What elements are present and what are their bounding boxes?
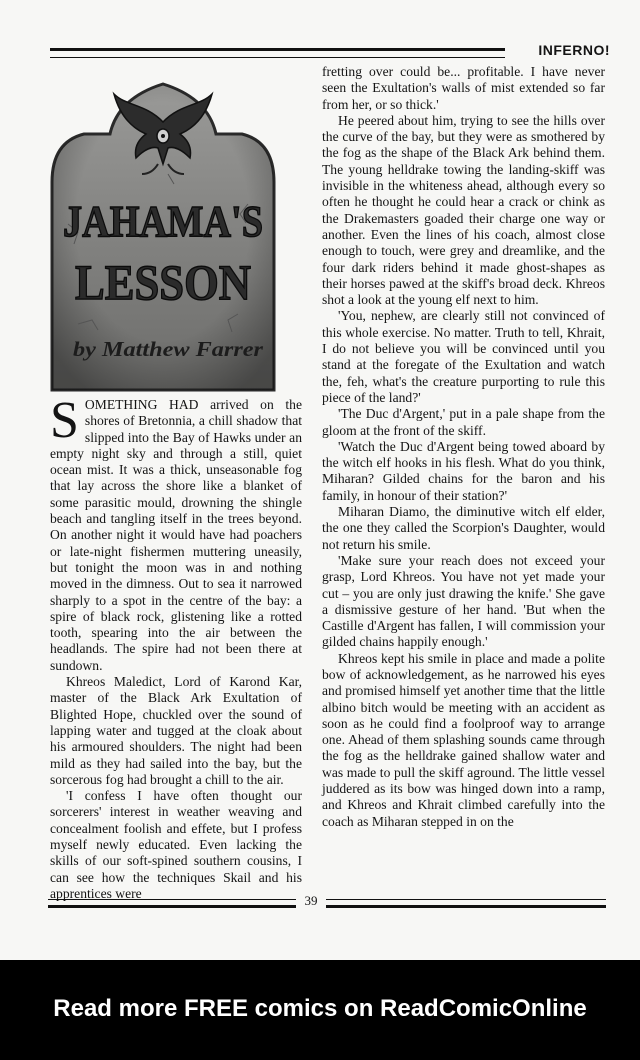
page-number: 39	[304, 893, 318, 908]
drop-cap: S	[50, 392, 79, 449]
paragraph: Miharan Diamo, the diminutive witch elf elder, the one they called the Scorpion's Daughter, would not return his smile.	[322, 504, 605, 552]
paragraph: 'Make sure your reach does not exceed your grasp, Lord Khreos. You have not yet made your cut – you are only just drawing the knife.' She gave a dismissive gesture of her hand. 'But when the Castille d'Argent has fallen, I will commission your gilded chains happily enough.'	[322, 552, 605, 650]
paragraph: 'You, nephew, are clearly still not convinced of this whole exercise. No matter. Truth to tell, Khrait, I do not believe you will be convinced until you stand at the foregate of the Exultation and watch the, feh, what's the creature purporting to rule this piece of the land?'	[322, 308, 605, 405]
promo-banner-text[interactable]: Read more FREE comics on ReadComicOnline	[53, 995, 587, 1022]
story-title-line-1: JAHAMA'S	[63, 197, 263, 246]
promo-banner[interactable]	[0, 960, 640, 1060]
paragraph: Khreos Maledict, Lord of Karond Kar, master of the Black Ark Exultation of Blighted Hope, chuckled over the sound of lapping water and tugged at the cloak about his armoured shoulders. The night had been mild as they had sailed into the bay, but the sorcerous fog had brought a chill to the air.	[50, 674, 302, 787]
story-title-line-2: LESSON	[75, 254, 251, 310]
paragraph: 'Watch the Duc d'Argent being towed aboard by the witch elf hooks in his flesh. What do you think, Miharan? Gilded chains for the baron and his family, in honour of their station?'	[322, 438, 605, 503]
paragraph: He peered about him, trying to see the hills over the curve of the bay, but they were as smothered by the fog as the shape of the Black Ark behind them. The young helldrake towing the landing-skiff was invisible in the whiteness ahead, although every so often he thought he could hear a crack or chink as the Drakemasters goaded their charge one way or another. Even the lines of his coach, almost close enough to touch, were grey and dreamlike, and the four dark riders behind it made ghost-shapes as their horses pawed at the skiff's broad deck. Khreos shot a look at the young elf next to him.	[322, 112, 605, 308]
running-head: INFERNO!	[538, 42, 610, 58]
right-text-column	[322, 64, 605, 830]
opening-paragraph: SOMETHING HAD arrived on the shores of Bretonnia, a chill shadow that slipped into the Bay of Hawks under an empty night sky and through a still, quiet ocean mist. It was a thick, unseasonable fog that lay across the shore like a blanket of some parasitic mould, drowning the shingle beach and tangling itself in the trees beyond. On another night it would have had poachers or late-night fishermen muttering uneasily, but tonight the moon was in and nothing moved in the dimness. Out to sea it narrowed sharply to a spot in the centre of the bay: a spire of black rock, glistening like a rotted tooth, spearing into the air between the headlands. The spire had not been there at sundown.	[50, 392, 302, 673]
footer-rule-right	[326, 899, 606, 908]
header-rule	[50, 48, 505, 58]
paragraph: 'I confess I have often thought our sorcerers' interest in weather weaving and concealment foolish and effete, but I profess myself newly educated. Even lacking the skills of our soft-spined southern cousins, I can see how the techniques Skail and his apprentices were	[50, 788, 302, 901]
author-byline: by Matthew Farrer	[73, 337, 264, 361]
left-text-column	[50, 392, 302, 902]
footer-rule-left	[48, 899, 296, 908]
paragraph: Khreos kept his smile in place and made a polite bow of acknowledgement, as he narrowed his eyes and promised himself yet another time that the little albino bitch would be meeting with an accident as soon as he could find a foolproof way to arrange one. Ahead of them splashing sounds came through the fog as the helldrake gained shallow water and was made to pull the skiff aground. The little vessel juddered as its bow was hinged down into a ramp, and Khreos and Khrait climbed carefully into the coach as Miharan stepped in on the	[322, 650, 605, 829]
paragraph: fretting over could be... profitable. I have never seen the Exultation's walls of mist extended so far from her, or so thick.'	[322, 64, 605, 112]
title-tombstone-art	[48, 64, 278, 394]
paragraph: 'The Duc d'Argent,' put in a pale shape from the gloom at the front of the skiff.	[322, 406, 605, 438]
